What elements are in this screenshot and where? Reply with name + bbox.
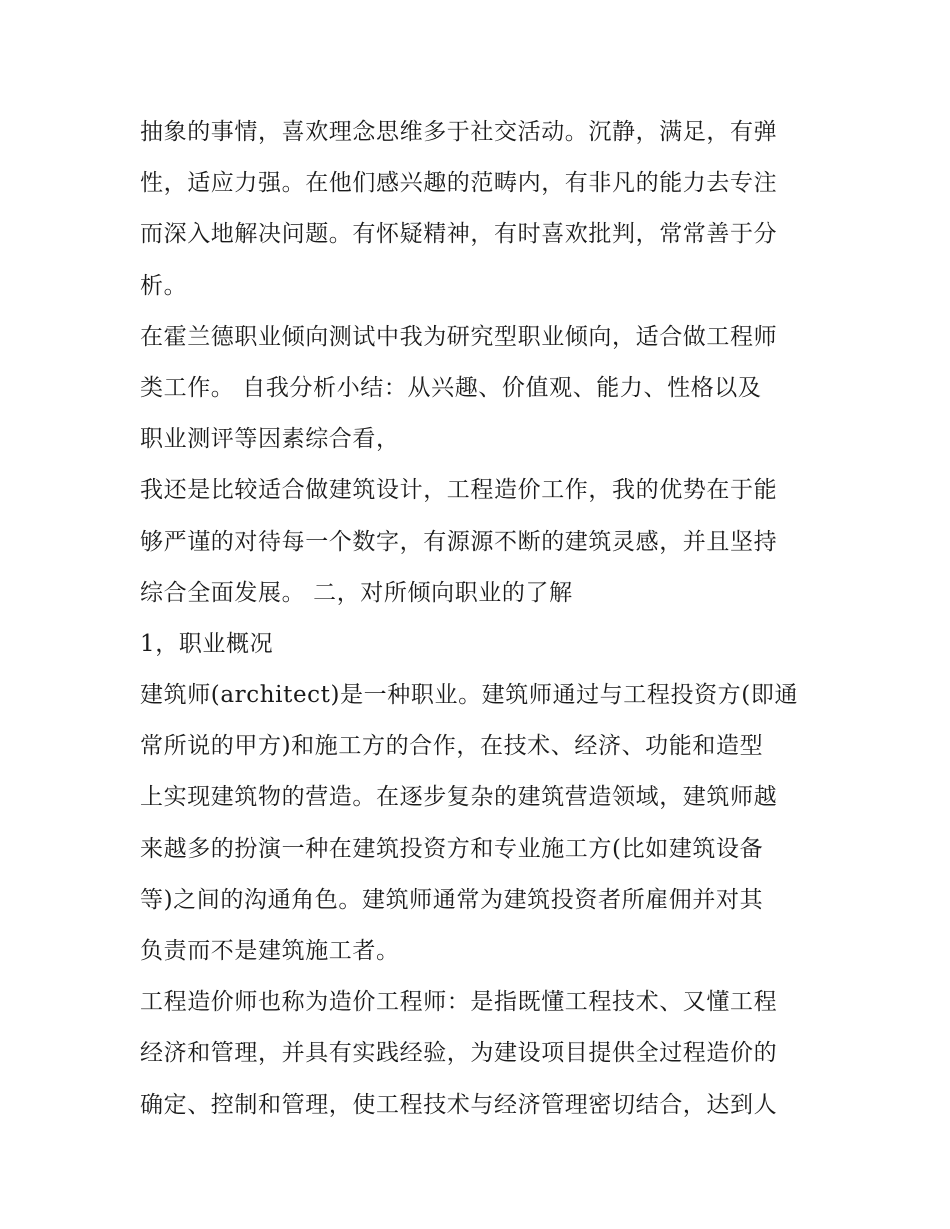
text-line: 常所说的甲方)和施工方的合作，在技术、经济、功能和造型 <box>140 733 764 760</box>
text-line: 经济和管理，并具有实践经验，为建设项目提供全过程造价的 <box>140 1040 778 1067</box>
text-line: 上实现建筑物的营造。在逐步复杂的建筑营造领域，建筑师越 <box>140 784 778 811</box>
text-line: 工程造价师也称为造价工程师：是指既懂工程技术、又懂工程 <box>140 989 778 1016</box>
text-line: 而深入地解决问题。有怀疑精神，有时喜欢批判，常常善于分 <box>140 221 778 248</box>
text-line: 抽象的事情，喜欢理念思维多于社交活动。沉静，满足，有弹 <box>140 119 778 145</box>
text-line: 够严谨的对待每一个数字，有源源不断的建筑灵感，并且坚持 <box>140 528 778 555</box>
text-line: 性，适应力强。在他们感兴趣的范畴内，有非凡的能力去专注 <box>140 170 778 197</box>
text-line: 在霍兰德职业倾向测试中我为研究型职业倾向，适合做工程师 <box>140 323 778 350</box>
text-line: 等)之间的沟通角色。建筑师通常为建筑投资者所雇佣并对其 <box>140 886 764 913</box>
text-line: 综合全面发展。 二，对所倾向职业的了解 <box>140 579 573 606</box>
text-line: 来越多的扮演一种在建筑投资方和专业施工方(比如建筑设备 <box>140 835 764 862</box>
text-line: 类工作。 自我分析小结：从兴趣、价值观、能力、性格以及 <box>140 374 762 401</box>
text-line: 建筑师(architect)是一种职业。建筑师通过与工程投资方(即通 <box>140 682 799 709</box>
text-line: 我还是比较适合做建筑设计，工程造价工作，我的优势在于能 <box>140 477 778 504</box>
text-line: 析。 <box>140 272 188 299</box>
document-body <box>140 107 840 1131</box>
text-line: 负责而不是建筑施工者。 <box>140 938 400 964</box>
section-heading: 1，职业概况 <box>140 630 274 657</box>
text-line: 职业测评等因素综合看， <box>140 426 400 453</box>
text-line: 确定、控制和管理，使工程技术与经济管理密切结合，达到人 <box>140 1091 778 1118</box>
